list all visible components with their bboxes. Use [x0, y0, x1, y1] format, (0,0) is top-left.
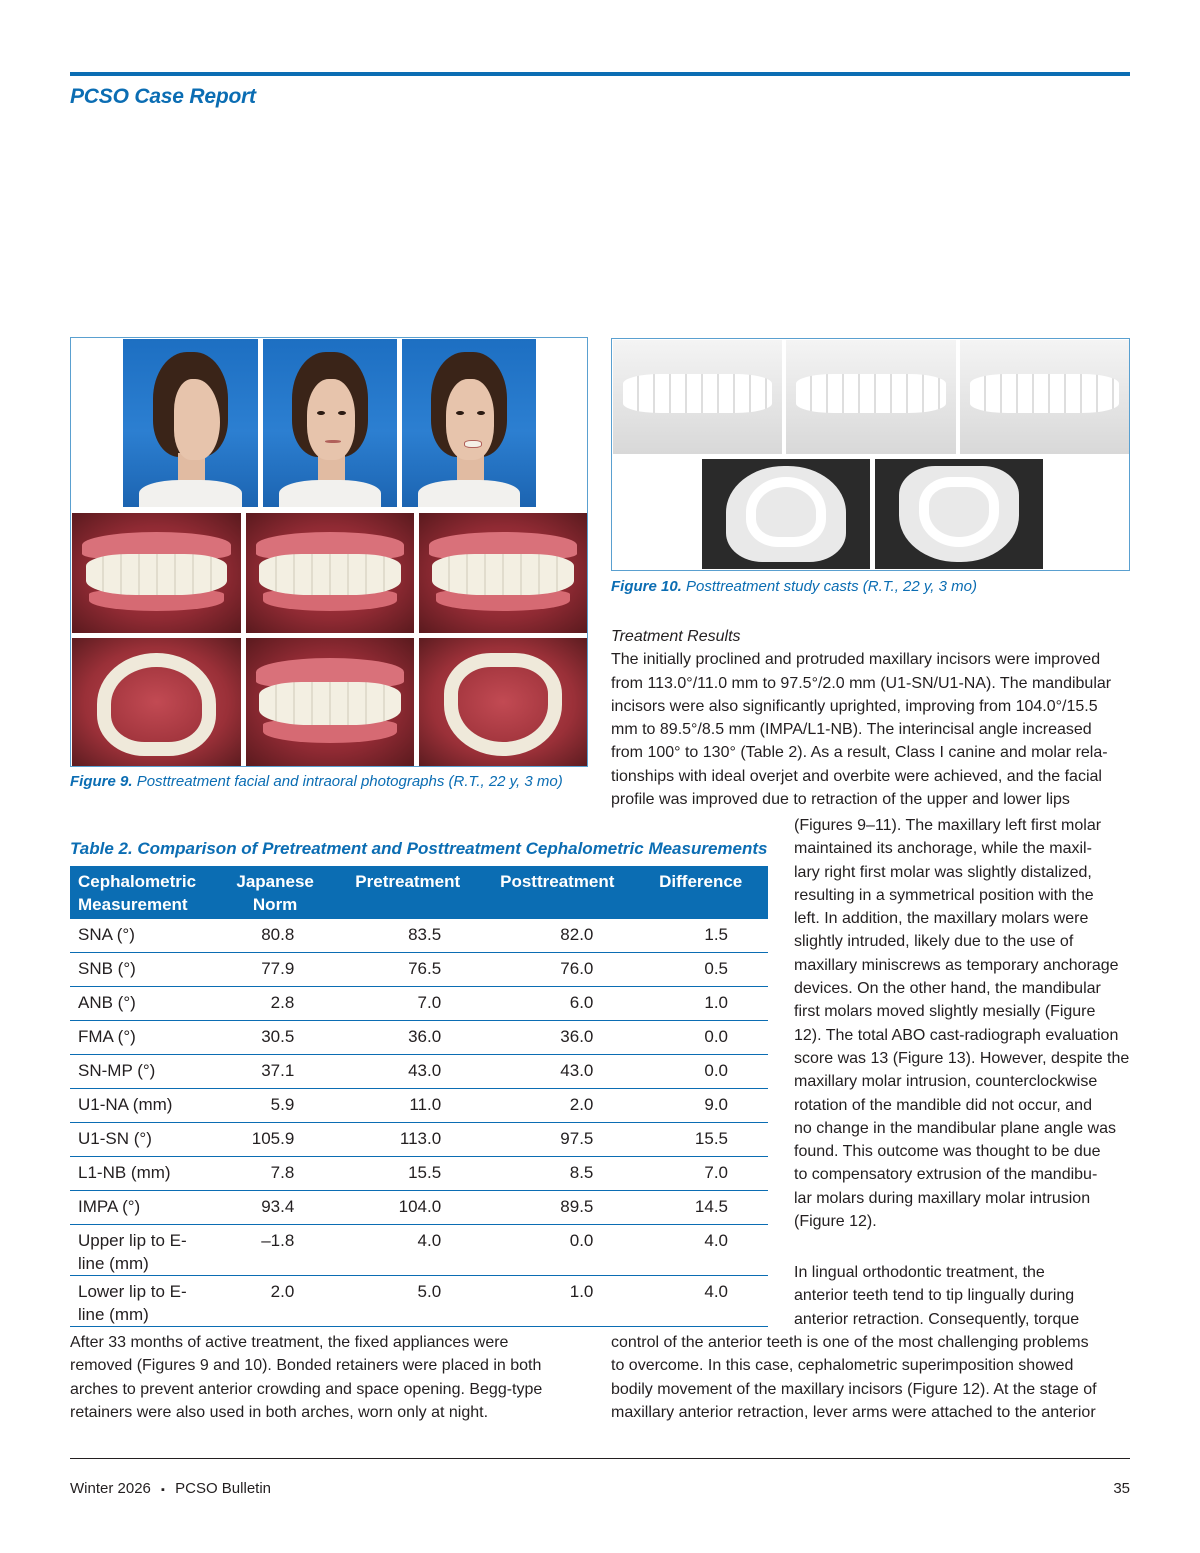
measurement-name-cell: SNB (°) [70, 953, 216, 987]
text-line: anterior teeth tend to tip lingually during [794, 1287, 1075, 1305]
text-line: left. In addition, the maxillary molars were [794, 910, 1089, 928]
table-row [70, 1123, 768, 1157]
header-rule [70, 72, 1130, 76]
table-row [70, 1089, 768, 1123]
intraoral-photo-frontal [246, 513, 414, 633]
measurement-name-cell: U1-NA (mm) [70, 1089, 216, 1123]
text-line: first molars moved slightly mesially (Figure [794, 1003, 1096, 1021]
table-row [70, 987, 768, 1021]
text-line: bodily movement of the maxillary incisors (Figure 12). At the stage of [611, 1380, 1097, 1398]
intraoral-photo-open [246, 638, 414, 766]
column-header: Difference [633, 866, 768, 919]
cast-photo-lower-occlusal [875, 459, 1043, 569]
value-cell: 2.0 [216, 1276, 334, 1327]
text-line: maintained its anchorage, while the maxil- [794, 840, 1092, 858]
measurement-name-cell: Upper lip to E-line (mm) [70, 1225, 216, 1276]
value-cell: 1.0 [481, 1276, 633, 1327]
value-cell: 93.4 [216, 1191, 334, 1225]
text-line: In lingual orthodontic treatment, the [794, 1264, 1045, 1281]
intraoral-photo-right [72, 513, 241, 633]
occlusal-photo-upper [72, 638, 241, 766]
text-line: to overcome. In this case, cephalometric superimposition showed [611, 1357, 1074, 1375]
value-cell: 76.5 [334, 953, 481, 987]
left-column-paragraph [70, 1331, 590, 1424]
table-row [70, 1225, 768, 1276]
figure-9-caption [70, 773, 563, 790]
value-cell: 0.0 [481, 1225, 633, 1276]
treatment-results-narrow-lines [794, 814, 1134, 1233]
text-line: slightly intruded, likely due to the use of [794, 933, 1074, 951]
value-cell: 0.0 [633, 1055, 768, 1089]
value-cell: 15.5 [633, 1123, 768, 1157]
value-cell: 36.0 [481, 1021, 633, 1055]
value-cell: 4.0 [633, 1225, 768, 1276]
measurement-name-cell: Lower lip to E-line (mm) [70, 1276, 216, 1327]
figure-10 [611, 338, 1130, 571]
text-line: mm to 89.5°/8.5 mm (IMPA/L1-NB). The interincisal angle increased [611, 721, 1092, 739]
text-line: devices. On the other hand, the mandibular [794, 980, 1101, 998]
value-cell: 80.8 [216, 919, 334, 953]
value-cell: 1.5 [633, 919, 768, 953]
value-cell: 4.0 [334, 1225, 481, 1276]
value-cell: 8.5 [481, 1157, 633, 1191]
text-line: from 113.0°/11.0 mm to 97.5°/2.0 mm (U1-SN/U1-NA). The mandibular [611, 674, 1112, 692]
measurement-name-cell: U1-SN (°) [70, 1123, 216, 1157]
facial-photo-smile [402, 339, 536, 507]
value-cell: 7.0 [334, 987, 481, 1021]
text-line: lar molars during maxillary molar intrusion [794, 1189, 1091, 1207]
text-line: maxillary anterior retraction, lever arms were attached to the anterior [611, 1403, 1096, 1421]
paragraph-2-wide-lines [611, 1331, 1131, 1424]
value-cell: 76.0 [481, 953, 633, 987]
value-cell: 11.0 [334, 1089, 481, 1123]
measurement-name-cell: SN-MP (°) [70, 1055, 216, 1089]
measurement-name-cell: SNA (°) [70, 919, 216, 953]
text-line: no change in the mandibular plane angle was [794, 1119, 1117, 1137]
footer-season: Winter 2026 [70, 1480, 151, 1497]
treatment-results-heading: Treatment Results [611, 628, 741, 645]
measurement-name-cell: FMA (°) [70, 1021, 216, 1055]
table-row [70, 1055, 768, 1089]
figure-9-caption-text: Posttreatment facial and intraoral photographs (R.T., 22 y, 3 mo) [136, 773, 563, 790]
value-cell: 37.1 [216, 1055, 334, 1089]
text-line: anterior retraction. Consequently, torque [794, 1310, 1080, 1328]
measurement-name-cell: IMPA (°) [70, 1191, 216, 1225]
value-cell: 113.0 [334, 1123, 481, 1157]
text-line: removed (Figures 9 and 10). Bonded retainers were placed in both [70, 1357, 542, 1375]
value-cell: 104.0 [334, 1191, 481, 1225]
value-cell: 83.5 [334, 919, 481, 953]
value-cell: 77.9 [216, 953, 334, 987]
treatment-results-wide-lines [611, 648, 1131, 811]
column-header: Japanese Norm [216, 866, 334, 919]
figure-9 [70, 337, 588, 767]
table-row [70, 1191, 768, 1225]
measurement-name-cell: L1-NB (mm) [70, 1157, 216, 1191]
figure-10-caption-text: Posttreatment study casts (R.T., 22 y, 3 mo) [686, 578, 977, 595]
measurement-name-cell: ANB (°) [70, 987, 216, 1021]
text-line: control of the anterior teeth is one of the most challenging problems [611, 1334, 1089, 1351]
text-line: retainers were also used in both arches, worn only at night. [70, 1403, 489, 1421]
table-2 [70, 866, 768, 1327]
figure-10-caption [611, 578, 977, 595]
table-header-row [70, 866, 768, 919]
value-cell: 14.5 [633, 1191, 768, 1225]
text-line: incisors were also significantly uprighted, improving from 104.0°/15.5 [611, 697, 1098, 715]
value-cell: 2.0 [481, 1089, 633, 1123]
cast-photo-upper-occlusal [702, 459, 870, 569]
text-line: arches to prevent anterior crowding and space opening. Begg-type [70, 1380, 543, 1398]
value-cell: 9.0 [633, 1089, 768, 1123]
value-cell: 7.0 [633, 1157, 768, 1191]
value-cell: 0.5 [633, 953, 768, 987]
occlusal-photo-lower [419, 638, 587, 766]
value-cell: 89.5 [481, 1191, 633, 1225]
text-line: (Figure 12). [794, 1213, 877, 1231]
text-line: score was 13 (Figure 13). However, despite the [794, 1049, 1130, 1067]
text-line: profile was improved due to retraction of the upper and lower lips [611, 791, 1070, 809]
text-line: found. This outcome was thought to be due [794, 1143, 1101, 1161]
footer-separator: ▪ [161, 1484, 165, 1496]
paragraph-2-narrow-lines [794, 1261, 1134, 1331]
table-row [70, 953, 768, 987]
table-row [70, 1021, 768, 1055]
footer-publication: PCSO Bulletin [175, 1480, 271, 1497]
cast-photo-frontal [786, 340, 956, 454]
treatment-results-block [611, 625, 1131, 811]
value-cell: 0.0 [633, 1021, 768, 1055]
value-cell: –1.8 [216, 1225, 334, 1276]
text-line: After 33 months of active treatment, the fixed appliances were [70, 1334, 509, 1351]
text-line: lary right first molar was slightly distalized, [794, 863, 1092, 881]
value-cell: 5.0 [334, 1276, 481, 1327]
column-header: Posttreatment [481, 866, 633, 919]
value-cell: 7.8 [216, 1157, 334, 1191]
intraoral-photo-left [419, 513, 587, 633]
text-line: resulting in a symmetrical position with the [794, 886, 1094, 904]
value-cell: 82.0 [481, 919, 633, 953]
figure-9-caption-label: Figure 9. [70, 773, 133, 790]
column-header: Pretreatment [334, 866, 481, 919]
value-cell: 6.0 [481, 987, 633, 1021]
footer-left [70, 1480, 271, 1497]
facial-photo-frontal [263, 339, 397, 507]
text-line: rotation of the mandible did not occur, and [794, 1096, 1092, 1114]
facial-photo-profile [123, 339, 258, 507]
footer-rule [70, 1458, 1130, 1459]
cast-photo-right [613, 340, 782, 454]
text-line: from 100° to 130° (Table 2). As a result, Class I canine and molar rela- [611, 744, 1108, 762]
value-cell: 4.0 [633, 1276, 768, 1327]
value-cell: 2.8 [216, 987, 334, 1021]
value-cell: 5.9 [216, 1089, 334, 1123]
page-number: 35 [1113, 1480, 1130, 1497]
value-cell: 30.5 [216, 1021, 334, 1055]
value-cell: 36.0 [334, 1021, 481, 1055]
value-cell: 97.5 [481, 1123, 633, 1157]
running-header-title: PCSO Case Report [70, 85, 256, 108]
text-line: maxillary miniscrews as temporary anchorage [794, 956, 1119, 974]
value-cell: 1.0 [633, 987, 768, 1021]
value-cell: 43.0 [334, 1055, 481, 1089]
text-line: (Figures 9–11). The maxillary left first molar [794, 817, 1102, 834]
value-cell: 43.0 [481, 1055, 633, 1089]
value-cell: 105.9 [216, 1123, 334, 1157]
cast-photo-left [960, 340, 1129, 454]
text-line: tionships with ideal overjet and overbite were achieved, and the facial [611, 767, 1102, 785]
table-2-title: Table 2. Comparison of Pretreatment and Posttreatment Cephalometric Measurements [70, 839, 768, 858]
value-cell: 15.5 [334, 1157, 481, 1191]
table-row [70, 1276, 768, 1327]
text-line: 12). The total ABO cast-radiograph evaluation [794, 1026, 1119, 1044]
column-header: Cephalometric Measurement [70, 866, 216, 919]
table-row [70, 919, 768, 953]
text-line: to compensatory extrusion of the mandibu- [794, 1166, 1098, 1184]
text-line: The initially proclined and protruded maxillary incisors were improved [611, 651, 1101, 669]
figure-10-caption-label: Figure 10. [611, 578, 682, 595]
text-line: maxillary molar intrusion, counterclockwise [794, 1073, 1098, 1091]
table-row [70, 1157, 768, 1191]
